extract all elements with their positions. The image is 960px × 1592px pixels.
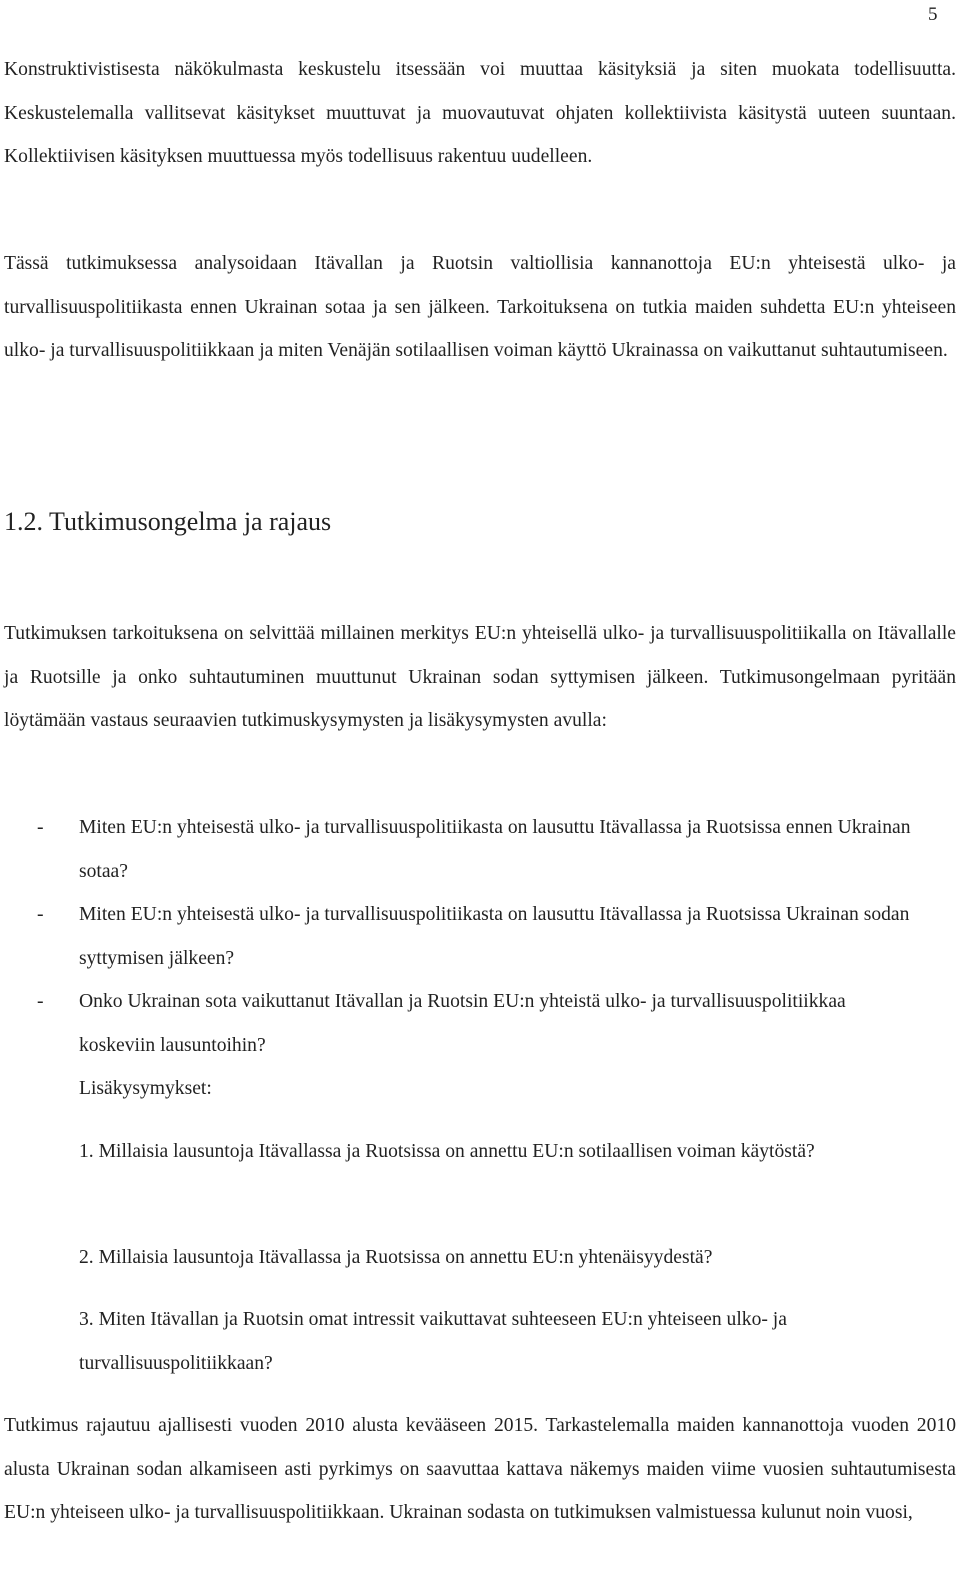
- list-dash: -: [37, 817, 44, 838]
- paragraph-study-intro: Tässä tutkimuksessa analysoidaan Itävallan ja Ruotsin valtiollisia kannanottoja EU:n yhteisestä ulko- ja turvallisuuspolitiikasta ennen Ukrainan sotaa ja sen jälkeen. Tarkoituksena on tutkia maiden suhdetta EU:n yhteiseen ulko- ja turvallisuuspolitiikkaan ja miten Venäjän sotilaallisen voiman käyttö Ukrainassa on vaikuttanut suhtautumiseen.: [4, 253, 956, 362]
- list-dash: -: [37, 991, 44, 1012]
- paragraph-scope: Tutkimus rajautuu ajallisesti vuoden 2010 alusta kevääseen 2015. Tarkastelemalla maiden kannanottoja vuoden 2010 alusta Ukrainan sodan alkamiseen asti pyrkimys on saavuttaa kattava näkemys maiden viime vuosien suhtautumisesta EU:n yhteiseen ulko- ja turvallisuuspolitiikkaan. Ukrainan sodasta on tutkimuksen valmistuessa kulunut noin vuosi,: [4, 1415, 956, 1524]
- question-text: Onko Ukrainan sota vaikuttanut Itävallan ja Ruotsin EU:n yhteistä ulko- ja turvallisuuspolitiikkaa koskeviin lausuntoihin?: [79, 991, 846, 1056]
- sub-question-1: 1. Millaisia lausuntoja Itävallassa ja Ruotsissa on annettu EU:n sotilaallisen voiman käytöstä?: [79, 1141, 815, 1162]
- sub-question-3: 3. Miten Itävallan ja Ruotsin omat intressit vaikuttavat suhteeseen EU:n yhteiseen ulko- ja turvallisuuspolitiikkaan?: [79, 1309, 787, 1374]
- paragraph-research-aim: Tutkimuksen tarkoituksena on selvittää millainen merkitys EU:n yhteisellä ulko- ja turvallisuuspolitiikalla on Itävallalle ja Ruotsille ja onko suhtautuminen muuttunut Ukrainan sodan syttymisen jälkeen. Tutkimusongelmaan pyritään löytämään vastaus seuraavien tutkimuskysymysten ja lisäkysymysten avulla:: [4, 623, 956, 732]
- question-text: Miten EU:n yhteisestä ulko- ja turvallisuuspolitiikasta on lausuttu Itävallassa ja Ruotsissa ennen Ukrainan sotaa?: [79, 817, 911, 882]
- section-heading: 1.2. Tutkimusongelma ja rajaus: [4, 507, 332, 536]
- paragraph-constructivism: Konstruktivistisesta näkökulmasta keskustelu itsessään voi muuttaa käsityksiä ja siten muokata todellisuutta. Keskustelemalla vallitsevat käsitykset muuttuvat ja muovautuvat ohjaten kollektiivista käsitystä uuteen suuntaan. Kollektiivisen käsityksen muuttuessa myös todellisuus rakentuu uudelleen.: [4, 59, 956, 168]
- sub-question-2: 2. Millaisia lausuntoja Itävallassa ja Ruotsissa on annettu EU:n yhtenäisyydestä?: [79, 1247, 713, 1268]
- question-text: Miten EU:n yhteisestä ulko- ja turvallisuuspolitiikasta on lausuttu Itävallassa ja Ruotsissa Ukrainan sodan syttymisen jälkeen?: [79, 904, 910, 969]
- list-dash: -: [37, 904, 44, 925]
- page-number: 5: [928, 4, 938, 25]
- sub-questions-title: Lisäkysymykset:: [79, 1078, 212, 1099]
